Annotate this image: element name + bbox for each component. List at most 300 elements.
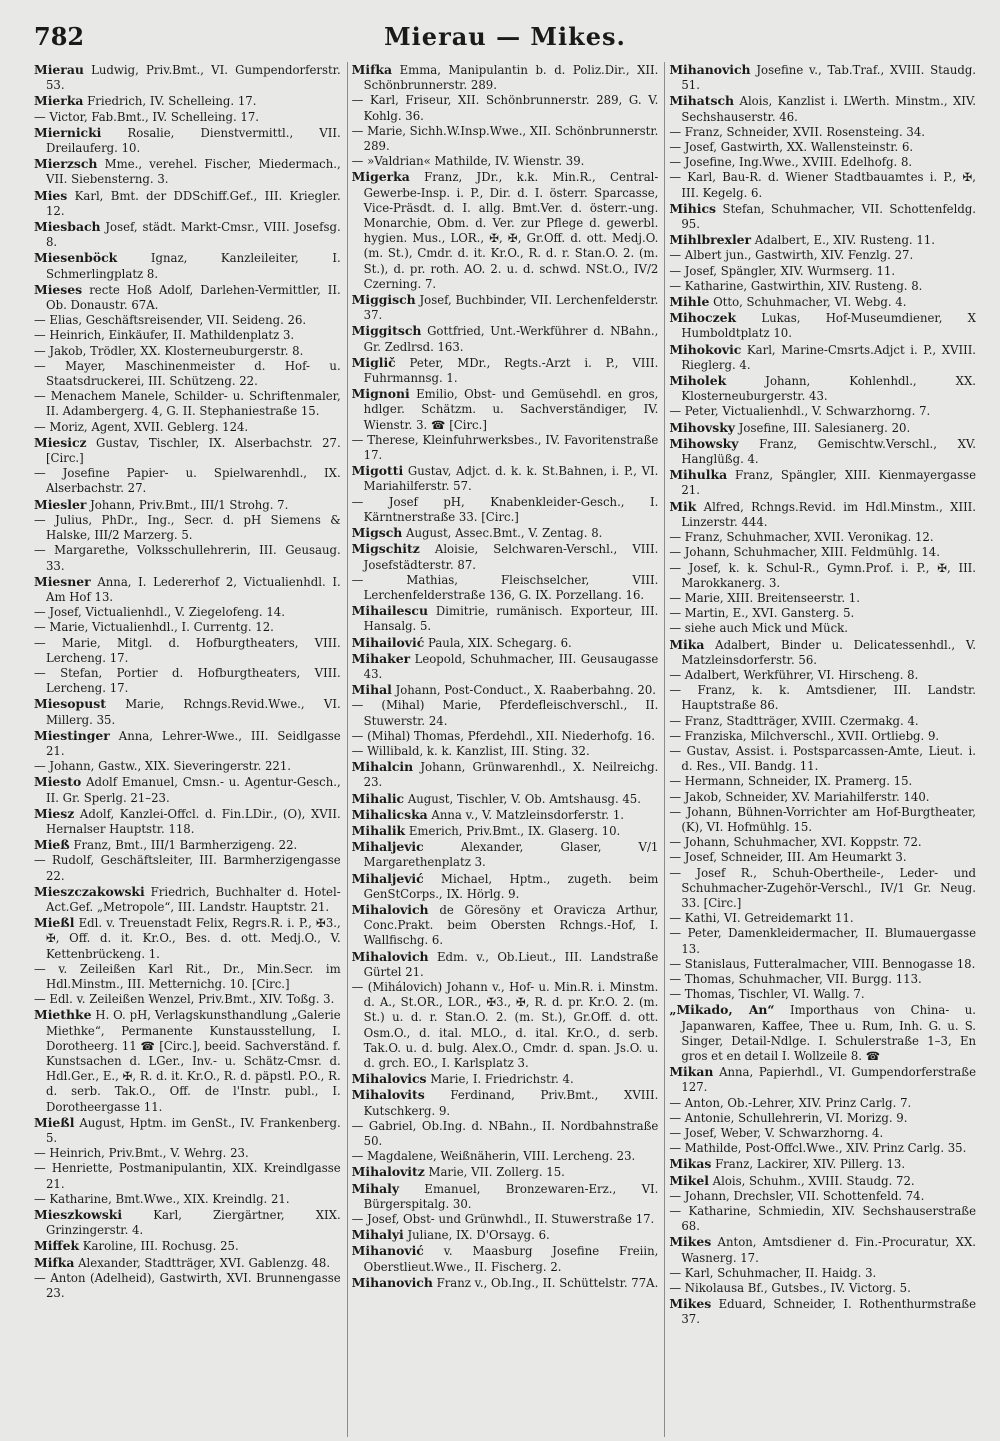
directory-entry <box>352 495 659 525</box>
directory-entry <box>352 1071 659 1087</box>
entry-text: Marie, XIII. Breitenseerstr. 1. <box>684 590 860 605</box>
entry-text: H. O. pH, Verlagskunsthandlung „Galerie Miethke“, Permanente Kunstausstellung, I. Dorotheerg. 11 ☎ [Circ.], beeid. Sachverständ. f. Kunstsachen d. LGer., Inv.- u. Schätz-Cmsr. d. Hdl.Ger., E., ✠, R. d. it. Kr.O., R. d. päpstl. P.O., R. d. serb. Tak.O., Off. de l'Instr. publ., I. Dorotheergasse 11. <box>46 1008 341 1114</box>
entry-text: Hermann, Schneider, IX. Pramerg. 15. <box>684 774 913 789</box>
directory-entry <box>669 987 976 1002</box>
directory-entry <box>34 884 341 915</box>
directory-entry <box>669 744 976 774</box>
directory-entry <box>34 435 341 466</box>
directory-entry <box>352 651 659 682</box>
entry-surname: Mifka <box>34 1254 75 1270</box>
entry-surname: Mihatsch <box>669 93 735 109</box>
entry-surname: Mihokovic <box>669 341 742 357</box>
entry-dash: — <box>34 759 50 774</box>
directory-entry <box>669 1126 976 1141</box>
entry-text: Peter, MDr., Regts.-Arzt i. P., VIII. Fuhrmannsg. 1. <box>363 355 659 386</box>
entry-text: Emanuel, Bronzewaren-Erz., VI. Bürgerspitalg. 30. <box>363 1181 659 1211</box>
columns <box>34 62 976 1437</box>
entry-dash: — <box>34 1161 52 1176</box>
entry-text: Victor, Fab.Bmt., IV. Schelleing. 17. <box>49 109 259 124</box>
entry-dash: — <box>669 683 698 698</box>
entry-dash: — <box>34 1191 50 1206</box>
entry-dash: — <box>351 432 368 447</box>
entry-text: Edl. v. Treuenstadt Felix, Regrs.R. i. P., ✠3., ✠, Off. d. it. Kr.O., Bes. d. ott. Medj.O., V. Kettenbrückeng. 1. <box>46 916 341 961</box>
entry-surname: Mihalcin <box>351 759 414 775</box>
entry-text: Karl, Friseur, XII. Schönbrunnerstr. 289, G. V. Kohlg. 36. <box>363 93 659 123</box>
entry-text: Willibald, k. k. Kanzlist, III. Sting. 32. <box>367 743 590 758</box>
entry-text: Johann, Priv.Bmt., III/1 Strohg. 7. <box>90 497 289 512</box>
entry-text: Anton (Adelheid), Gastwirth, XVI. Brunnengasse 23. <box>46 1270 341 1301</box>
entry-surname: Miesner <box>34 573 91 589</box>
entry-surname: Mihanović <box>351 1243 424 1259</box>
entry-dash: — <box>34 620 50 635</box>
directory-entry <box>669 621 976 636</box>
directory-entry <box>669 850 976 865</box>
entry-text: Dimitrie, rumänisch. Exporteur, III. Hansalg. 5. <box>363 604 659 634</box>
directory-entry <box>669 1096 976 1111</box>
directory-entry <box>34 774 341 805</box>
directory-entry <box>669 232 976 248</box>
entry-text: Franz, Spängler, XIII. Kienmayergasse 21. <box>681 468 977 498</box>
directory-entry <box>669 310 976 341</box>
entry-text: Thomas, Schuhmacher, VII. Burgg. 113. <box>684 971 922 986</box>
entry-dash: — <box>34 358 66 373</box>
entry-dash: — <box>34 419 50 434</box>
entry-dash: — <box>34 328 50 343</box>
entry-text: Margarethe, Volksschullehrerin, III. Geusaug. 33. <box>46 543 341 573</box>
entry-text: Josef, Victualienhdl., V. Ziegelofeng. 14. <box>49 605 285 620</box>
entry-text: Martin, E., XVI. Gansterg. 5. <box>684 606 855 621</box>
entry-dash: — <box>669 140 685 155</box>
entry-dash: — <box>669 1126 685 1141</box>
entry-text: »Valdrian« Mathilde, IV. Wienstr. 39. <box>367 154 585 169</box>
column-2 <box>347 62 659 1437</box>
directory-entry <box>669 1204 976 1234</box>
entry-text: Anna, Papierhdl., VI. Gumpendorferstraße 127. <box>681 1065 977 1095</box>
directory-entry <box>352 1275 659 1291</box>
entry-dash: — <box>34 343 50 358</box>
entry-text: Julius, PhDr., Ing., Secr. d. pH Siemens & Halske, III/2 Marzerg. 5. <box>46 512 341 543</box>
entry-surname: Mihalovich <box>351 948 429 964</box>
entry-text: Josef R., Schuh-Obertheile-, Leder- und Schuhmacher-Zugehör-Verschl., IV/1 Gr. Neug. 33. [Circ.] <box>681 865 977 910</box>
directory-entry <box>34 915 341 962</box>
entry-surname: Mihaljevic <box>351 839 424 855</box>
entry-text: Rudolf, Geschäftsleiter, III. Barmherzigengasse 22. <box>46 853 341 883</box>
directory-entry <box>669 911 976 926</box>
entry-text: Anton, Ob.-Lehrer, XIV. Prinz Carlg. 7. <box>684 1095 912 1110</box>
directory-entry <box>34 1271 341 1301</box>
entry-text: Johann, Schuhmacher, XIII. Feldmühlg. 14. <box>684 545 940 560</box>
directory-entry <box>669 866 976 912</box>
entry-text: Karl, Bau-R. d. Wiener Stadtbauamtes i. P., ✠, III. Kegelg. 6. <box>681 170 977 200</box>
directory-entry <box>34 605 341 620</box>
entry-surname: Mießl <box>34 915 75 931</box>
entry-dash: — <box>669 1095 685 1110</box>
directory-entry <box>352 93 659 123</box>
entry-text: Johann, Drechsler, VII. Schottenfeld. 74. <box>684 1188 925 1203</box>
entry-dash: — <box>669 170 688 185</box>
entry-dash: — <box>351 154 368 169</box>
directory-entry <box>34 1192 341 1207</box>
entry-surname: Mihle <box>669 294 710 310</box>
entry-dash: — <box>34 992 50 1007</box>
directory-entry <box>352 124 659 154</box>
directory-entry <box>669 545 976 560</box>
entry-text: recte Hoß Adolf, Darlehen-Vermittler, II. Ob. Donaustr. 67A. <box>46 282 341 313</box>
directory-entry <box>352 525 659 541</box>
entry-text: Elias, Geschäftsreisender, VII. Seideng. 26. <box>49 313 307 328</box>
entry-text: Nikolausa Bf., Gutsbes., IV. Victorg. 5. <box>684 1281 911 1296</box>
entry-surname: Mihoczek <box>669 310 737 326</box>
entry-text: Alois, Kanzlist i. LWerth. Minstm., XIV. Sechshauserstr. 46. <box>681 94 977 124</box>
directory-entry <box>669 294 976 310</box>
directory-entry <box>669 1064 976 1095</box>
entry-text: Josef, k. k. Schul-R., Gymn.Prof. i. P., ✠, III. Marokkanerg. 3. <box>681 560 977 590</box>
directory-entry <box>669 140 976 155</box>
entry-text: Marie, Rchngs.Revid.Wwe., VI. Millerg. 35. <box>46 697 341 727</box>
entry-text: de Göresöny et Oravicza Arthur, Conc.Prakt. beim Obersten Rchngs.-Hof, I. Wallfischg. 6. <box>363 902 659 948</box>
directory-entry <box>669 248 976 263</box>
entry-dash: — <box>669 956 685 971</box>
entry-surname: Mies <box>34 187 68 203</box>
entry-text: Gottfried, Unt.-Werkführer d. NBahn., Gr. Zedlrsd. 163. <box>363 324 659 354</box>
entry-text: Edl. v. Zeileißen Wenzel, Priv.Bmt., XIV. Toßg. 3. <box>49 992 335 1007</box>
entry-text: Josef, Obst- und Grünwhdl., II. Stuwerstraße 17. <box>367 1212 655 1227</box>
running-title: Mierau — Mikes. <box>384 22 626 51</box>
directory-entry <box>352 1164 659 1180</box>
entry-surname: Mierka <box>34 93 84 109</box>
entry-dash: — <box>669 278 685 293</box>
entry-text: August, Assec.Bmt., V. Zentag. 8. <box>406 526 603 541</box>
entry-text: Josefine, III. Salesianerg. 20. <box>738 420 911 435</box>
entry-surname: Miffek <box>34 1238 80 1254</box>
entry-text: Franz, JDr., k.k. Min.R., Central-Gewerbe-Insp. i. P., Dir. d. I. österr. Sparcasse, Vice-Präsdt. d. I. allg. Bmt.Ver. d. österr.-ung. Monarchie, Obm. d. Ver. zur Pflege d. gewerbl. hygien. Mus., LOR., ✠, ✠, Gr.Off. d. ott. Medj.O. (m. St.), Cmdr. d. it. Kr.O., R. d. r. Stan.O. 2. (m. St.), d. pr. roth. AO. 2. u. d. schwd. NSt.O., IV/2 Czerning. 7. <box>363 170 659 291</box>
entry-dash: — <box>669 606 685 621</box>
entry-text: Josef, Spängler, XIV. Wurmserg. 11. <box>684 263 896 278</box>
entry-text: v. Zeileißen Karl Rit., Dr., Min.Secr. im Hdl.Minstm., III. Metternichg. 10. [Circ.] <box>46 961 341 991</box>
directory-entry <box>34 1146 341 1161</box>
directory-entry <box>34 513 341 543</box>
entry-surname: Mierau <box>34 62 84 77</box>
entry-text: Therese, Kleinfuhrwerksbes., IV. Favoritenstraße 17. <box>363 432 659 463</box>
directory-entry <box>352 1149 659 1164</box>
entry-text: Ferdinand, Priv.Bmt., XVIII. Kutschkerg. 9. <box>363 1088 659 1118</box>
entry-dash: — <box>669 560 689 575</box>
directory-entry <box>34 1007 341 1114</box>
directory-entry <box>34 666 341 696</box>
entry-text: Karl, Schuhmacher, II. Haidg. 3. <box>684 1265 877 1280</box>
directory-entry <box>669 1002 976 1064</box>
directory-entry <box>669 1266 976 1281</box>
entry-text: Franz, Schneider, XVII. Rosensteing. 34. <box>684 124 925 139</box>
entry-text: Heinrich, Priv.Bmt., V. Wehrg. 23. <box>49 1146 249 1161</box>
entry-surname: Miggitsch <box>351 323 422 339</box>
entry-dash: — <box>669 155 685 170</box>
column-1 <box>34 62 341 1437</box>
entry-dash: — <box>351 743 368 758</box>
entry-text: Peter, Victualienhdl., V. Schwarzhorng. 7. <box>684 404 931 419</box>
entry-text: v. Maasburg Josefine Freiin, Oberstlieut.Wwe., II. Fischerg. 2. <box>363 1244 659 1274</box>
entry-surname: Mihanovich <box>351 1274 433 1290</box>
directory-entry <box>352 698 659 728</box>
page-number: 782 <box>34 22 85 51</box>
entry-surname: Miesz <box>34 805 75 821</box>
entry-surname: Migschitz <box>351 541 420 557</box>
entry-text: Friedrich, Buchhalter d. Hotel-Act.Gef. „Metropole“, III. Landstr. Hauptstr. 21. <box>46 884 341 914</box>
entry-dash: — <box>669 124 685 139</box>
entry-surname: Mieß <box>34 837 70 853</box>
entry-dash: — <box>669 263 685 278</box>
entry-text: Marie, I. Friedrichstr. 4. <box>430 1072 574 1087</box>
entry-surname: Mihalovics <box>351 1071 427 1087</box>
entry-text: Katharine, Schmiedin, XIV. Sechshauserstraße 68. <box>681 1204 977 1234</box>
entry-text: Lukas, Hof-Museumdiener, X Humboldtplatz 10. <box>681 311 977 341</box>
directory-entry <box>669 62 976 93</box>
entry-surname: Mihovsky <box>669 419 735 435</box>
entry-dash: — <box>669 621 685 636</box>
entry-dash: — <box>351 494 389 509</box>
directory-entry <box>352 62 659 93</box>
directory-entry <box>352 1087 659 1118</box>
entry-text: Franz, k. k. Amtsdiener, III. Landstr. Hauptstraße 86. <box>681 683 977 713</box>
directory-entry <box>34 1255 341 1271</box>
entry-text: Franz, Bmt., III/1 Barmherzigeng. 22. <box>73 838 298 853</box>
entry-text: Josef pH, Knabenkleider-Gesch., I. Kärntnerstraße 33. [Circ.] <box>363 494 659 524</box>
entry-text: Ignaz, Kanzleileiter, I. Schmerlingplatz 8. <box>46 251 341 281</box>
entry-text: Katharine, Bmt.Wwe., XIX. Kreindlg. 21. <box>49 1191 290 1206</box>
entry-dash: — <box>669 987 685 1002</box>
entry-dash: — <box>669 926 688 941</box>
page-header <box>34 22 976 54</box>
directory-entry <box>34 1238 341 1254</box>
entry-text: (Mihal) Thomas, Pferdehdl., XII. Niederhofg. 16. <box>367 728 655 743</box>
directory-entry <box>352 1181 659 1212</box>
directory-entry <box>34 466 341 496</box>
entry-surname: Mikel <box>669 1172 709 1188</box>
entry-text: Heinrich, Einkäufer, II. Mathildenplatz 3. <box>49 328 295 343</box>
entry-text: Jakob, Trödler, XX. Klosterneuburgerstr. 8. <box>49 343 304 358</box>
directory-entry <box>669 683 976 713</box>
directory-entry <box>34 328 341 343</box>
directory-entry <box>352 980 659 1071</box>
entry-surname: Mihalovits <box>351 1087 425 1103</box>
entry-surname: Miglič <box>351 354 396 370</box>
directory-entry <box>34 962 341 992</box>
directory-entry <box>34 620 341 635</box>
entry-text: Edm. v., Ob.Lieut., III. Landstraße Gürtel 21. <box>363 949 659 979</box>
directory-entry <box>352 682 659 698</box>
directory-entry <box>669 1281 976 1296</box>
entry-surname: Mihulka <box>669 467 728 483</box>
directory-entry <box>669 835 976 850</box>
entry-surname: Miesopust <box>34 696 106 712</box>
entry-dash: — <box>351 1149 368 1164</box>
entry-dash: — <box>34 109 50 124</box>
directory-entry <box>352 902 659 949</box>
entry-dash: — <box>669 713 685 728</box>
directory-entry <box>34 497 341 513</box>
directory-entry <box>352 1119 659 1149</box>
directory-entry <box>352 823 659 839</box>
directory-entry <box>34 62 341 93</box>
entry-text: Michael, Hptm., zugeth. beim GenStCorps., IX. Hörlg. 9. <box>363 871 659 901</box>
entry-dash: — <box>351 93 371 108</box>
directory-entry <box>34 837 341 853</box>
entry-dash: — <box>351 1212 368 1227</box>
entry-surname: Migerka <box>351 169 410 185</box>
directory-entry <box>34 188 341 219</box>
entry-surname: Mihailescu <box>351 603 428 619</box>
directory-entry <box>669 637 976 668</box>
entry-text: Henriette, Postmanipulantin, XIX. Kreindlgasse 21. <box>46 1161 341 1191</box>
entry-text: Paula, XIX. Schegarg. 6. <box>427 635 572 650</box>
entry-text: Josefine, Ing.Wwe., XVIII. Edelhofg. 8. <box>684 155 913 170</box>
entry-text: Johann, Kohlenhdl., XX. Klosterneuburgerstr. 43. <box>681 374 977 404</box>
entry-surname: Mierzsch <box>34 156 98 172</box>
entry-surname: Mihalovich <box>351 901 429 917</box>
entry-text: Adalbert, Werkführer, VI. Hirscheng. 8. <box>684 667 919 682</box>
entry-dash: — <box>669 1265 685 1280</box>
entry-surname: Miesto <box>34 774 82 790</box>
entry-text: Katharine, Gastwirthin, XIV. Rusteng. 8. <box>684 278 923 293</box>
entry-dash: — <box>669 911 685 926</box>
entry-text: Anna v., V. Matzleinsdorferstr. 1. <box>431 807 624 822</box>
entry-dash: — <box>34 961 59 976</box>
entry-text: Josef, Buchbinder, VII. Lerchenfelderstr. 37. <box>363 293 659 323</box>
entry-text: Gustav, Tischler, IX. Alserbachstr. 27. [Circ.] <box>46 435 341 466</box>
entry-text: Karl, Bmt. der DDSchiff.Gef., III. Kriegler. 12. <box>46 188 341 218</box>
entry-text: Karl, Ziergärtner, XIX. Grinzingerstr. 4. <box>46 1208 341 1238</box>
entry-surname: Mik <box>669 498 697 514</box>
entry-dash: — <box>669 1110 685 1125</box>
directory-entry <box>352 759 659 790</box>
directory-entry <box>669 957 976 972</box>
entry-surname: Mihalik <box>351 822 406 838</box>
directory-entry <box>34 543 341 573</box>
entry-text: siehe auch Mick und Mück. <box>684 621 848 636</box>
entry-text: Johann, Grünwarenhdl., X. Neilreichg. 23. <box>363 760 659 790</box>
entry-text: Anna, I. Ledererhof 2, Victualienhdl. I. Am Hof 13. <box>46 574 341 604</box>
directory-entry <box>352 791 659 807</box>
directory-entry <box>669 530 976 545</box>
entry-surname: Mika <box>669 636 705 652</box>
entry-dash: — <box>669 667 685 682</box>
entry-surname: Miesler <box>34 496 87 512</box>
directory-entry <box>34 313 341 328</box>
column-3 <box>664 62 976 1437</box>
directory-entry <box>34 282 341 313</box>
directory-entry <box>34 389 341 419</box>
entry-text: Josef, städt. Markt-Cmsr., VIII. Josefsg. 8. <box>46 220 341 250</box>
entry-text: Kathi, VI. Getreidemarkt 11. <box>684 911 854 926</box>
entry-dash: — <box>34 853 53 868</box>
directory-entry <box>352 1212 659 1227</box>
entry-dash: — <box>669 804 687 819</box>
directory-entry <box>669 155 976 170</box>
entry-text: Josef, Gastwirth, XX. Wallensteinstr. 6. <box>684 140 914 155</box>
entry-surname: Mihowsky <box>669 435 739 451</box>
directory-entry <box>34 110 341 125</box>
directory-entry <box>669 201 976 232</box>
entry-surname: Migotti <box>351 463 404 479</box>
directory-entry <box>34 1207 341 1238</box>
directory-entry <box>34 696 341 727</box>
entry-text: Thomas, Tischler, VI. Wallg. 7. <box>684 987 865 1002</box>
entry-surname: Mihics <box>669 200 717 216</box>
directory-entry <box>34 759 341 774</box>
entry-dash: — <box>34 1146 50 1161</box>
directory-entry <box>34 219 341 250</box>
entry-dash: — <box>669 248 685 263</box>
entry-text: Johann, Gastw., XIX. Sieveringerstr. 221. <box>49 759 292 774</box>
directory-entry <box>352 323 659 354</box>
directory-entry <box>669 805 976 835</box>
directory-entry <box>669 1141 976 1156</box>
entry-surname: Miesicz <box>34 434 87 450</box>
directory-entry <box>352 744 659 759</box>
directory-entry <box>34 250 341 281</box>
directory-entry <box>669 668 976 683</box>
directory-entry <box>352 386 659 433</box>
entry-surname: Mihalovitz <box>351 1164 425 1180</box>
directory-entry <box>669 342 976 373</box>
entry-text: Mme., verehel. Fischer, Miedermach., VII. Siebensterng. 3. <box>46 157 341 187</box>
entry-text: Josef, Weber, V. Schwarzhorng. 4. <box>684 1126 884 1141</box>
directory-entry <box>34 1161 341 1191</box>
directory-entry <box>34 420 341 435</box>
directory-entry <box>34 344 341 359</box>
entry-text: Franz, Gemischtw.Verschl., XV. Hanglüßg. 4. <box>681 436 977 467</box>
directory-entry <box>669 561 976 591</box>
entry-surname: Miestinger <box>34 727 110 743</box>
directory-entry <box>669 125 976 140</box>
entry-surname: Mifka <box>351 62 393 77</box>
entry-text: Eduard, Schneider, I. Rothenthurmstraße 37. <box>681 1297 977 1327</box>
entry-text: Mathias, Fleischselcher, VIII. Lerchenfelderstraße 136, G. IX. Porzellang. 16. <box>363 572 659 602</box>
entry-dash: — <box>669 545 685 560</box>
entry-dash: — <box>34 635 62 650</box>
entry-text: Marie, Victualienhdl., I. Currentg. 12. <box>49 620 274 635</box>
entry-text: Albert jun., Gastwirth, XIV. Fenzlg. 27. <box>684 248 914 263</box>
directory-entry <box>669 93 976 124</box>
directory-entry <box>669 373 976 404</box>
directory-entry <box>669 499 976 530</box>
entry-surname: Miernicki <box>34 124 102 140</box>
entry-text: Franz, Schuhmacher, XVII. Veronikag. 12. <box>684 530 934 545</box>
entry-text: Karoline, III. Rochusg. 25. <box>82 1239 239 1254</box>
directory-entry <box>352 949 659 980</box>
directory-entry <box>669 1189 976 1204</box>
directory-entry <box>352 573 659 603</box>
directory-entry <box>34 574 341 605</box>
entry-dash: — <box>669 1281 685 1296</box>
entry-text: Gabriel, Ob.Ing. d. NBahn., II. Nordbahnstraße 50. <box>363 1118 659 1149</box>
entry-dash: — <box>669 1204 689 1219</box>
directory-entry <box>669 436 976 467</box>
entry-text: Otto, Schuhmacher, VI. Webg. 4. <box>713 295 907 310</box>
directory-entry <box>352 541 659 572</box>
directory-entry <box>352 463 659 494</box>
entry-text: Alfred, Rchngs.Revid. im Hdl.Minstm., XIII. Linzerstr. 444. <box>681 499 977 529</box>
entry-surname: Miholek <box>669 373 727 389</box>
directory-entry <box>352 1243 659 1274</box>
directory-entry <box>669 264 976 279</box>
entry-text: Leopold, Schuhmacher, III. Geusaugasse 43. <box>363 651 659 681</box>
entry-dash: — <box>669 850 685 865</box>
directory-entry <box>352 154 659 169</box>
directory-entry <box>352 807 659 823</box>
entry-dash: — <box>669 971 685 986</box>
entry-surname: Miethke <box>34 1007 92 1023</box>
